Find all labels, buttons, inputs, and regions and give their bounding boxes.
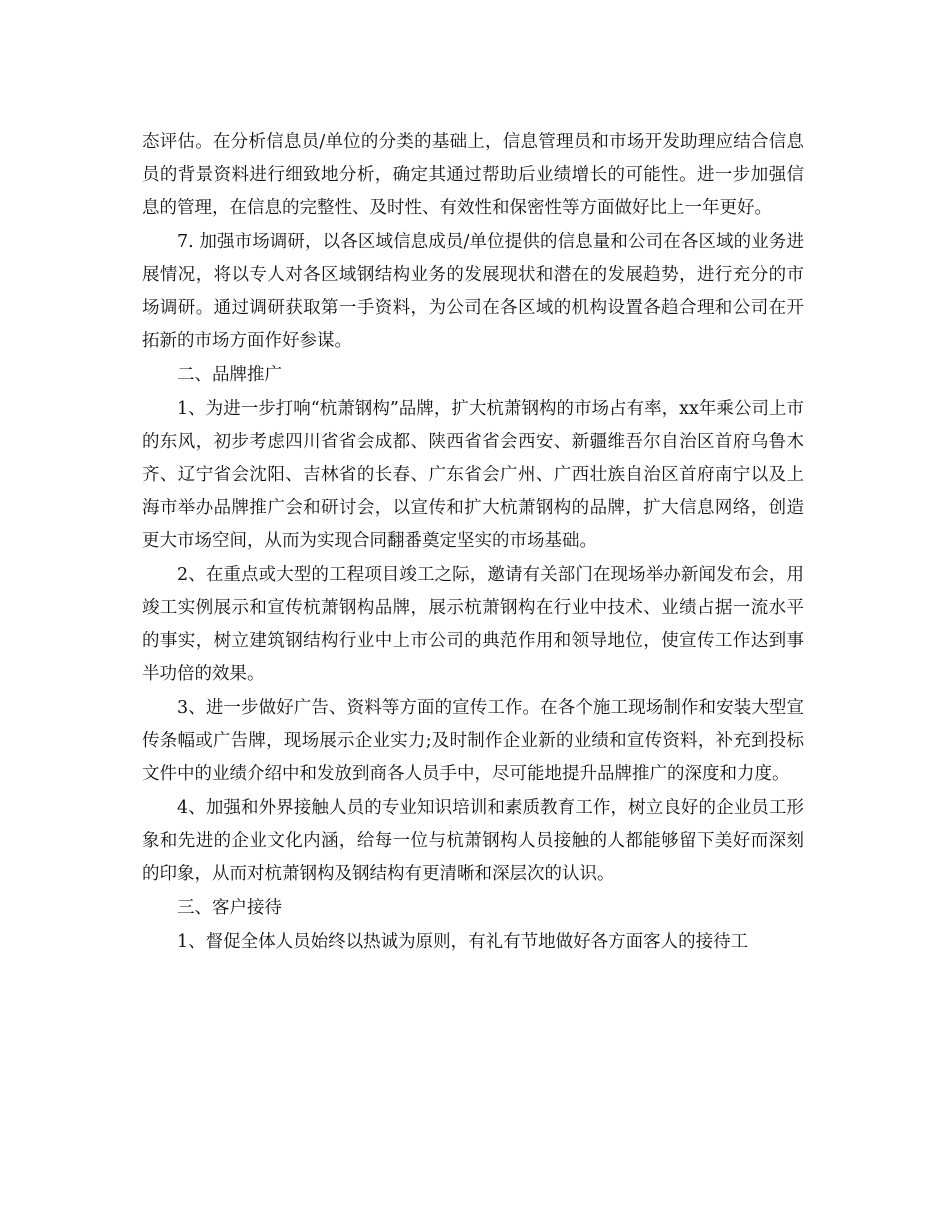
section-heading-brand-promotion: 二、品牌推广	[177, 365, 282, 385]
paragraph-continuation: 态评估。在分析信息员/单位的分类的基础上，信息管理员和市场开发助理应结合信息员的背景资料进行细致地分析，确定其通过帮助后业绩增长的可能性。进一步加强信息的管理，在信息的完整性、及时性、有效性和保密性等方面做好比上一年更好。	[142, 132, 804, 218]
paragraph-brand-item-1: 1、为进一步打响“杭萧钢构”品牌，扩大杭萧钢构的市场占有率，xx年乘公司上市的东风，初步考虑四川省省会成都、陕西省省会西安、新疆维吾尔自治区首府乌鲁木齐、辽宁省会沈阳、吉林省的长春、广东省会广州、广西壮族自治区首府南宁以及上海市举办品牌推广会和研讨会，以宣传和扩大杭萧钢构的品牌，扩大信息网络，创造更大市场空间，从而为实现合同翻番奠定坚实的市场基础。	[142, 399, 804, 551]
paragraph-brand-item-3: 3、进一步做好广告、资料等方面的宣传工作。在各个施工现场制作和安装大型宣传条幅或广告牌，现场展示企业实力;及时制作企业新的业绩和宣传资料，补充到投标文件中的业绩介绍中和发放到商各人员手中，尽可能地提升品牌推广的深度和力度。	[142, 698, 804, 784]
paragraph-reception-item-1: 1、督促全体人员始终以热诚为原则，有礼有节地做好各方面客人的接待工	[177, 932, 749, 952]
paragraph-brand-item-4: 4、加强和外界接触人员的专业知识培训和素质教育工作，树立良好的企业员工形象和先进的企业文化内涵，给每一位与杭萧钢构人员接触的人都能够留下美好而深刻的印象，从而对杭萧钢构及钢结构有更清晰和深层次的认识。	[142, 798, 804, 884]
paragraph-market-research: 7. 加强市场调研，以各区域信息成员/单位提供的信息量和公司在各区域的业务进展情况，将以专人对各区域钢结构业务的发展现状和潜在的发展趋势，进行充分的市场调研。通过调研获取第一手资料，为公司在各区域的机构设置各趋合理和公司在开拓新的市场方面作好参谋。	[142, 232, 804, 351]
paragraph-brand-item-2: 2、在重点或大型的工程项目竣工之际，邀请有关部门在现场举办新闻发布会，用竣工实例展示和宣传杭萧钢构品牌，展示杭萧钢构在行业中技术、业绩占据一流水平的事实，树立建筑钢结构行业中上市公司的典范作用和领导地位，使宣传工作达到事半功倍的效果。	[142, 565, 804, 684]
section-heading-customer-reception: 三、客户接待	[177, 898, 282, 918]
document-page	[142, 126, 804, 960]
